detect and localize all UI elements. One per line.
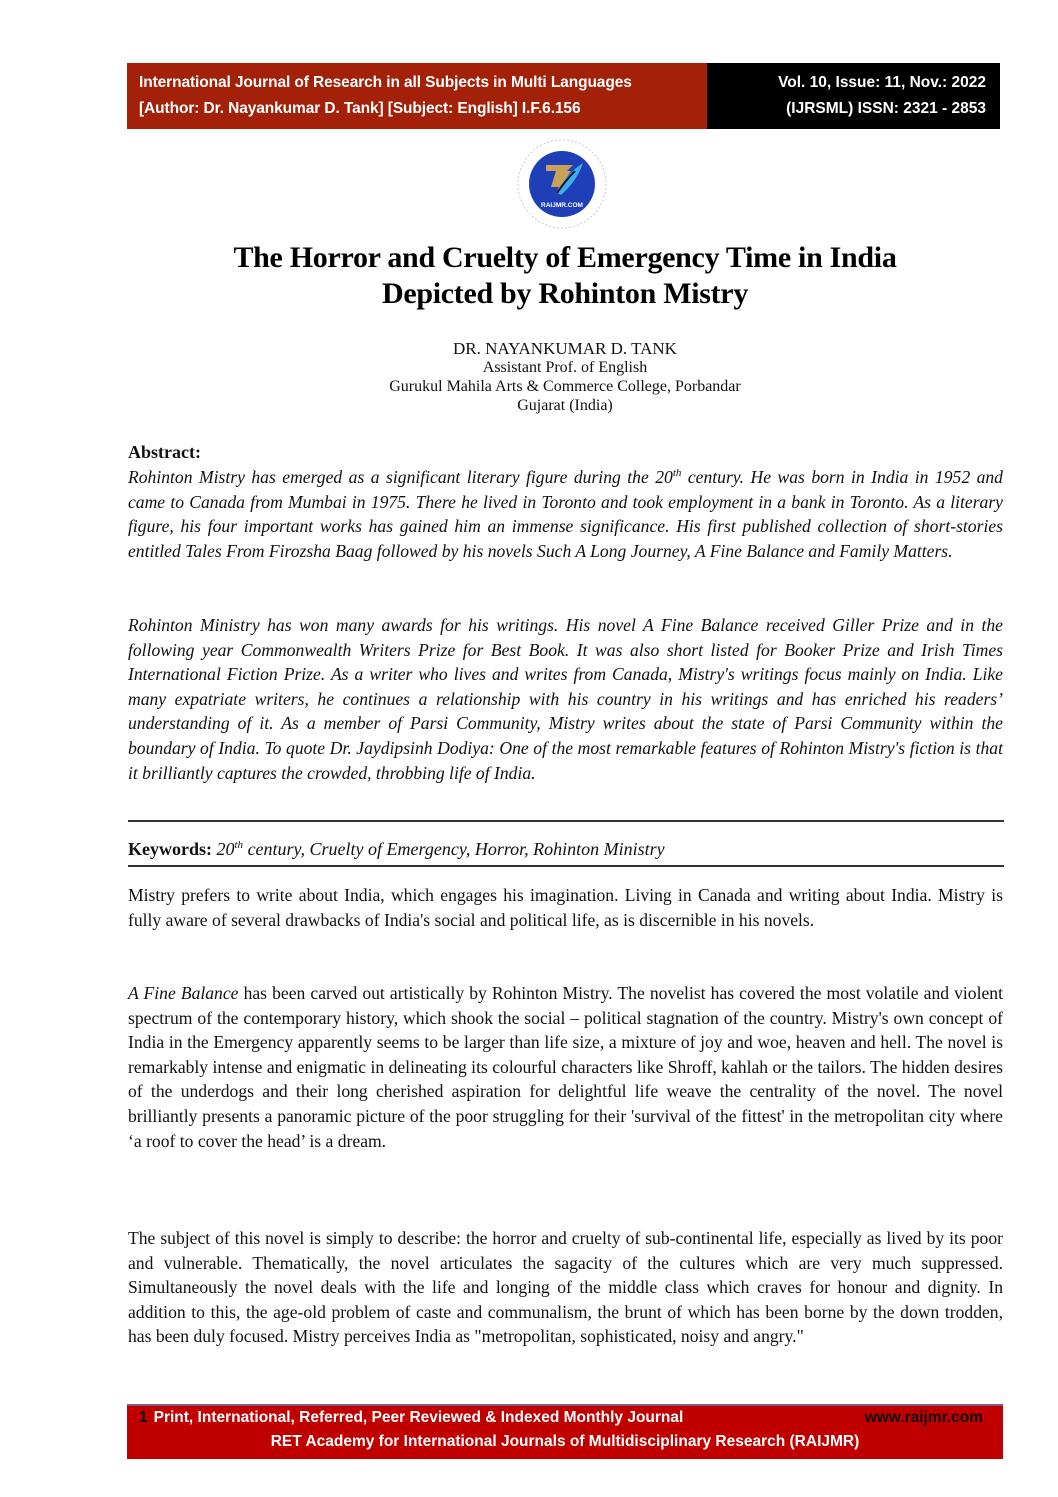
novel-title: A Fine Balance bbox=[128, 983, 239, 1003]
journal-issn: (IJRSML) ISSN: 2321 - 2853 bbox=[786, 100, 986, 117]
author-name: DR. NAYANKUMAR D. TANK bbox=[453, 339, 677, 358]
abstract-paragraph-2: Rohinton Ministry has won many awards for his writings. His novel A Fine Balance received Giller Prize and in the following year Commonwealth Writers Prize for Best Book. It was also short listed for Booker Prize and Irish Times International Fiction Prize. As a writer who lives and writes from Canada, Mistry's writings focus mainly on India. Like many expatriate writers, he continues a relationship with his country in his writings and has enriched his readers’ understanding of it. As a member of Parsi Community, Mistry writes about the state of Parsi Community within the boundary of India. To quote Dr. Jaydipsinh Dodiya: One of the most remarkable features of Rohinton Mistry's fiction is that it brilliantly captures the crowded, throbbing life of India. bbox=[128, 615, 1003, 783]
svg-text:RAIJMR.COM: RAIJMR.COM bbox=[541, 202, 583, 209]
journal-header bbox=[127, 63, 1000, 129]
keywords-values bbox=[217, 839, 665, 859]
body-p2-text: has been carved out artistically by Rohinton Mistry. The novelist has covered the most volatile and violent spectrum of the contemporary history, which shook the social – political stagnation of the country. Mistry's own concept of India in the Emergency apparently seems to be larger than life size, a mixture of joy and woe, heaven and hell. The novel is remarkably intense and enigmatic in delineating its colourful characters like Shroff, kahlah or the tailors. The hidden desires of the underdogs and their long cherished aspiration for delightful life weave the centrality of the novel. The novel brilliantly presents a panoramic picture of the poor struggling for their 'survival of the fittest' in the metropolitan city where ‘a roof to cover the head’ is a dream. bbox=[128, 983, 1003, 1151]
keyword-rest: century, Cruelty of Emergency, Horror, Rohinton Ministry bbox=[243, 839, 665, 859]
superscript: th bbox=[672, 467, 682, 480]
keywords-label: Keywords: bbox=[128, 839, 212, 859]
author-block bbox=[127, 339, 1003, 415]
journal-name: International Journal of Research in all Subjects in Multi Languages bbox=[139, 74, 632, 91]
keyword-first: 20 bbox=[216, 839, 235, 859]
journal-footer bbox=[127, 1404, 1003, 1459]
journal-volume: Vol. 10, Issue: 11, Nov.: 2022 bbox=[778, 74, 986, 91]
footer-line-1 bbox=[139, 1409, 683, 1427]
body-paragraph-3: The subject of this novel is simply to describe: the horror and cruelty of sub-continental life, especially as lived by its poor and vulnerable. Thematically, the novel articulates the sagacity of the cultures which are very much suppressed. Simultaneously the novel deals with the life and longing of the middle class which craves for honour and dignity. In addition to this, the age-old problem of caste and communalism, the brunt of which has been borne by the down trodden, has been duly focused. Mistry perceives India as "metropolitan, sophisticated, noisy and angry." bbox=[128, 1228, 1003, 1347]
journal-seal-logo-icon bbox=[515, 137, 609, 231]
article-title bbox=[127, 240, 1003, 312]
journal-header-right bbox=[707, 63, 1000, 129]
page-number: 1 bbox=[139, 1409, 148, 1426]
abstract-p1-start: Rohinton Mistry has emerged as a significant literary figure during the 20 bbox=[128, 467, 673, 487]
author-location: Gujarat (India) bbox=[517, 397, 613, 414]
footer-line-2: RET Academy for International Journals of Multidisciplinary Research (RAIJMR) bbox=[270, 1433, 860, 1450]
abstract-heading: Abstract: bbox=[128, 442, 201, 462]
author-position: Assistant Prof. of English bbox=[482, 359, 648, 376]
footer-tagline: Print, International, Referred, Peer Reviewed & Indexed Monthly Journal bbox=[153, 1409, 684, 1426]
footer-website-link[interactable]: www.raijmr.com bbox=[864, 1409, 983, 1426]
keywords-top-rule bbox=[128, 820, 1004, 822]
keywords-line bbox=[128, 832, 1004, 862]
journal-byline: [Author: Dr. Nayankumar D. Tank] [Subject: English] I.F.6.156 bbox=[139, 100, 581, 117]
body-paragraph-2 bbox=[128, 981, 1003, 1153]
keywords-bottom-rule bbox=[128, 865, 1004, 867]
abstract-p1-rest: century. He was born in India in 1952 and came to Canada from Mumbai in 1975. There he lived in Toronto and took employment in a bank in Toronto. As a literary figure, his four important works has gained him an immense significance. His first published collection of short-stories entitled Tales From Firozsha Baag followed by his novels Such A Long Journey, A Fine Balance and Family Matters. bbox=[128, 467, 1003, 561]
abstract-paragraph-1 bbox=[128, 465, 1003, 563]
article-title-line1: The Horror and Cruelty of Emergency Time in India bbox=[233, 241, 897, 274]
body-paragraph-1: Mistry prefers to write about India, which engages his imagination. Living in Canada and writing about India. Mistry is fully aware of several drawbacks of India's social and political life, as is discernible in his novels. bbox=[128, 885, 1003, 930]
journal-header-left bbox=[127, 63, 707, 129]
superscript: th bbox=[234, 839, 244, 851]
author-institution: Gurukul Mahila Arts & Commerce College, Porbandar bbox=[389, 378, 741, 395]
article-title-line2: Depicted by Rohinton Mistry bbox=[381, 277, 749, 310]
